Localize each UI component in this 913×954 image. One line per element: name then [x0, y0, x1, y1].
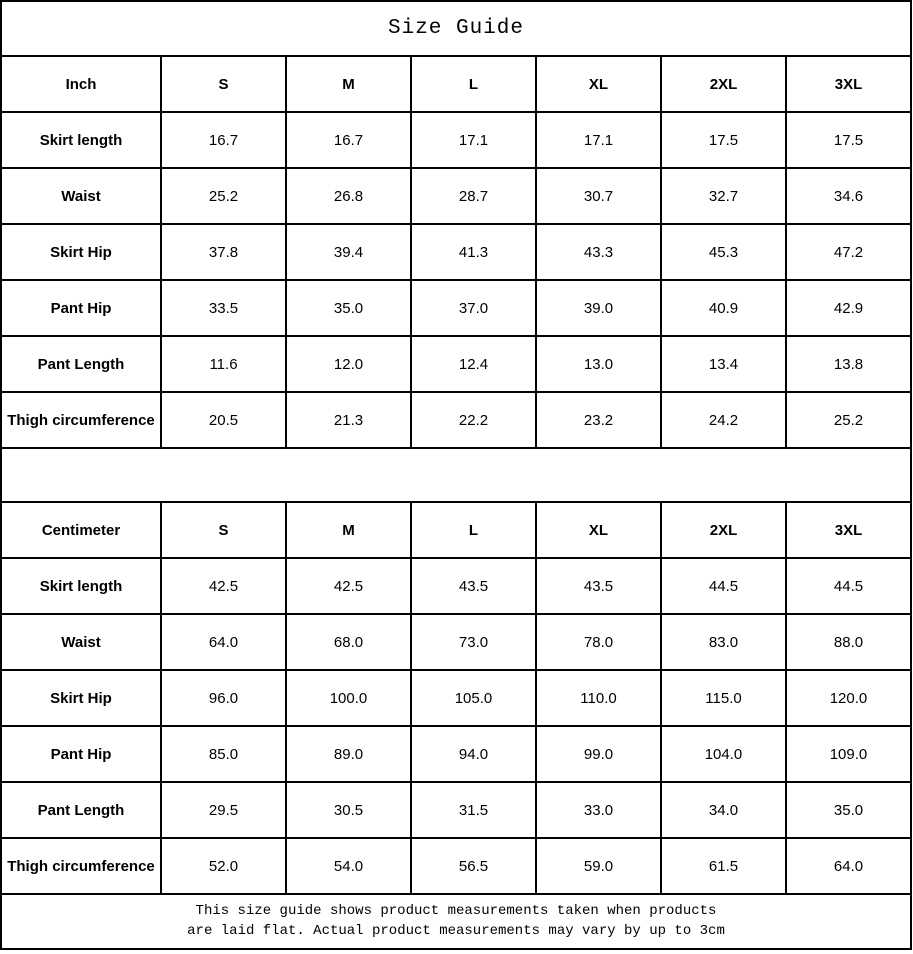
spacer-row — [1, 448, 911, 502]
measurement-value: 54.0 — [286, 838, 411, 894]
measurement-value: 43.3 — [536, 224, 661, 280]
measurement-value: 24.2 — [661, 392, 786, 448]
table-row — [1, 224, 911, 280]
measurement-value: 17.1 — [411, 112, 536, 168]
measurement-value: 94.0 — [411, 726, 536, 782]
measurement-value: 28.7 — [411, 168, 536, 224]
table-row — [1, 112, 911, 168]
measurement-value: 115.0 — [661, 670, 786, 726]
size-header-xl: XL — [536, 56, 661, 112]
measurement-value: 17.5 — [786, 112, 911, 168]
footer-note-line1: This size guide shows product measurements taken when products — [195, 902, 717, 919]
measurement-value: 30.7 — [536, 168, 661, 224]
size-header-m: M — [286, 56, 411, 112]
measurement-value: 25.2 — [161, 168, 286, 224]
measurement-value: 39.4 — [286, 224, 411, 280]
table-row — [1, 838, 911, 894]
measurement-label: Waist — [1, 614, 161, 670]
measurement-value: 12.4 — [411, 336, 536, 392]
size-header-s: S — [161, 502, 286, 558]
measurement-value: 68.0 — [286, 614, 411, 670]
measurement-value: 89.0 — [286, 726, 411, 782]
measurement-value: 88.0 — [786, 614, 911, 670]
measurement-value: 42.5 — [161, 558, 286, 614]
table-row — [1, 726, 911, 782]
measurement-value: 16.7 — [286, 112, 411, 168]
unit-header-centimeter: Centimeter — [1, 502, 161, 558]
footer-note — [1, 894, 911, 949]
measurement-value: 61.5 — [661, 838, 786, 894]
table-row — [1, 614, 911, 670]
measurement-label: Thigh circumference — [1, 838, 161, 894]
measurement-value: 34.6 — [786, 168, 911, 224]
measurement-label: Pant Hip — [1, 280, 161, 336]
measurement-value: 16.7 — [161, 112, 286, 168]
measurement-value: 29.5 — [161, 782, 286, 838]
measurement-value: 17.5 — [661, 112, 786, 168]
centimeter-header-row — [1, 502, 911, 558]
unit-header-inch: Inch — [1, 56, 161, 112]
size-header-3xl: 3XL — [786, 56, 911, 112]
measurement-label: Skirt Hip — [1, 224, 161, 280]
measurement-value: 41.3 — [411, 224, 536, 280]
footer-note-line2: are laid flat. Actual product measurements may vary by up to 3cm — [187, 922, 725, 939]
measurement-value: 37.0 — [411, 280, 536, 336]
measurement-label: Skirt Hip — [1, 670, 161, 726]
measurement-value: 109.0 — [786, 726, 911, 782]
measurement-value: 83.0 — [661, 614, 786, 670]
inch-header-row — [1, 56, 911, 112]
measurement-label: Waist — [1, 168, 161, 224]
size-header-l: L — [411, 502, 536, 558]
measurement-label: Pant Length — [1, 336, 161, 392]
measurement-value: 31.5 — [411, 782, 536, 838]
size-header-2xl: 2XL — [661, 56, 786, 112]
measurement-value: 85.0 — [161, 726, 286, 782]
measurement-value: 110.0 — [536, 670, 661, 726]
table-row — [1, 280, 911, 336]
measurement-value: 26.8 — [286, 168, 411, 224]
size-header-s: S — [161, 56, 286, 112]
measurement-value: 43.5 — [411, 558, 536, 614]
measurement-label: Pant Hip — [1, 726, 161, 782]
measurement-value: 13.4 — [661, 336, 786, 392]
measurement-label: Pant Length — [1, 782, 161, 838]
measurement-value: 20.5 — [161, 392, 286, 448]
measurement-value: 23.2 — [536, 392, 661, 448]
measurement-value: 33.5 — [161, 280, 286, 336]
table-row — [1, 558, 911, 614]
measurement-value: 104.0 — [661, 726, 786, 782]
size-header-l: L — [411, 56, 536, 112]
table-spacer — [1, 448, 911, 502]
measurement-value: 17.1 — [536, 112, 661, 168]
table-row — [1, 392, 911, 448]
measurement-value: 22.2 — [411, 392, 536, 448]
measurement-value: 96.0 — [161, 670, 286, 726]
size-header-2xl: 2XL — [661, 502, 786, 558]
measurement-value: 45.3 — [661, 224, 786, 280]
measurement-value: 32.7 — [661, 168, 786, 224]
size-header-m: M — [286, 502, 411, 558]
measurement-value: 44.5 — [786, 558, 911, 614]
measurement-value: 33.0 — [536, 782, 661, 838]
page-title: Size Guide — [1, 1, 911, 56]
measurement-value: 56.5 — [411, 838, 536, 894]
measurement-value: 78.0 — [536, 614, 661, 670]
measurement-value: 40.9 — [661, 280, 786, 336]
measurement-label: Skirt length — [1, 558, 161, 614]
measurement-value: 47.2 — [786, 224, 911, 280]
measurement-value: 52.0 — [161, 838, 286, 894]
measurement-value: 120.0 — [786, 670, 911, 726]
measurement-value: 13.0 — [536, 336, 661, 392]
table-row — [1, 336, 911, 392]
measurement-value: 11.6 — [161, 336, 286, 392]
measurement-value: 100.0 — [286, 670, 411, 726]
measurement-value: 43.5 — [536, 558, 661, 614]
measurement-value: 99.0 — [536, 726, 661, 782]
measurement-label: Thigh circumference — [1, 392, 161, 448]
table-row — [1, 670, 911, 726]
measurement-label: Skirt length — [1, 112, 161, 168]
measurement-value: 37.8 — [161, 224, 286, 280]
measurement-value: 42.9 — [786, 280, 911, 336]
measurement-value: 39.0 — [536, 280, 661, 336]
measurement-value: 12.0 — [286, 336, 411, 392]
measurement-value: 35.0 — [786, 782, 911, 838]
measurement-value: 34.0 — [661, 782, 786, 838]
measurement-value: 30.5 — [286, 782, 411, 838]
size-header-3xl: 3XL — [786, 502, 911, 558]
table-row — [1, 782, 911, 838]
measurement-value: 73.0 — [411, 614, 536, 670]
measurement-value: 64.0 — [161, 614, 286, 670]
measurement-value: 64.0 — [786, 838, 911, 894]
measurement-value: 25.2 — [786, 392, 911, 448]
measurement-value: 42.5 — [286, 558, 411, 614]
measurement-value: 44.5 — [661, 558, 786, 614]
title-row — [1, 1, 911, 56]
measurement-value: 21.3 — [286, 392, 411, 448]
measurement-value: 105.0 — [411, 670, 536, 726]
table-row — [1, 168, 911, 224]
measurement-value: 35.0 — [286, 280, 411, 336]
measurement-value: 59.0 — [536, 838, 661, 894]
measurement-value: 13.8 — [786, 336, 911, 392]
footer-row — [1, 894, 911, 949]
size-header-xl: XL — [536, 502, 661, 558]
